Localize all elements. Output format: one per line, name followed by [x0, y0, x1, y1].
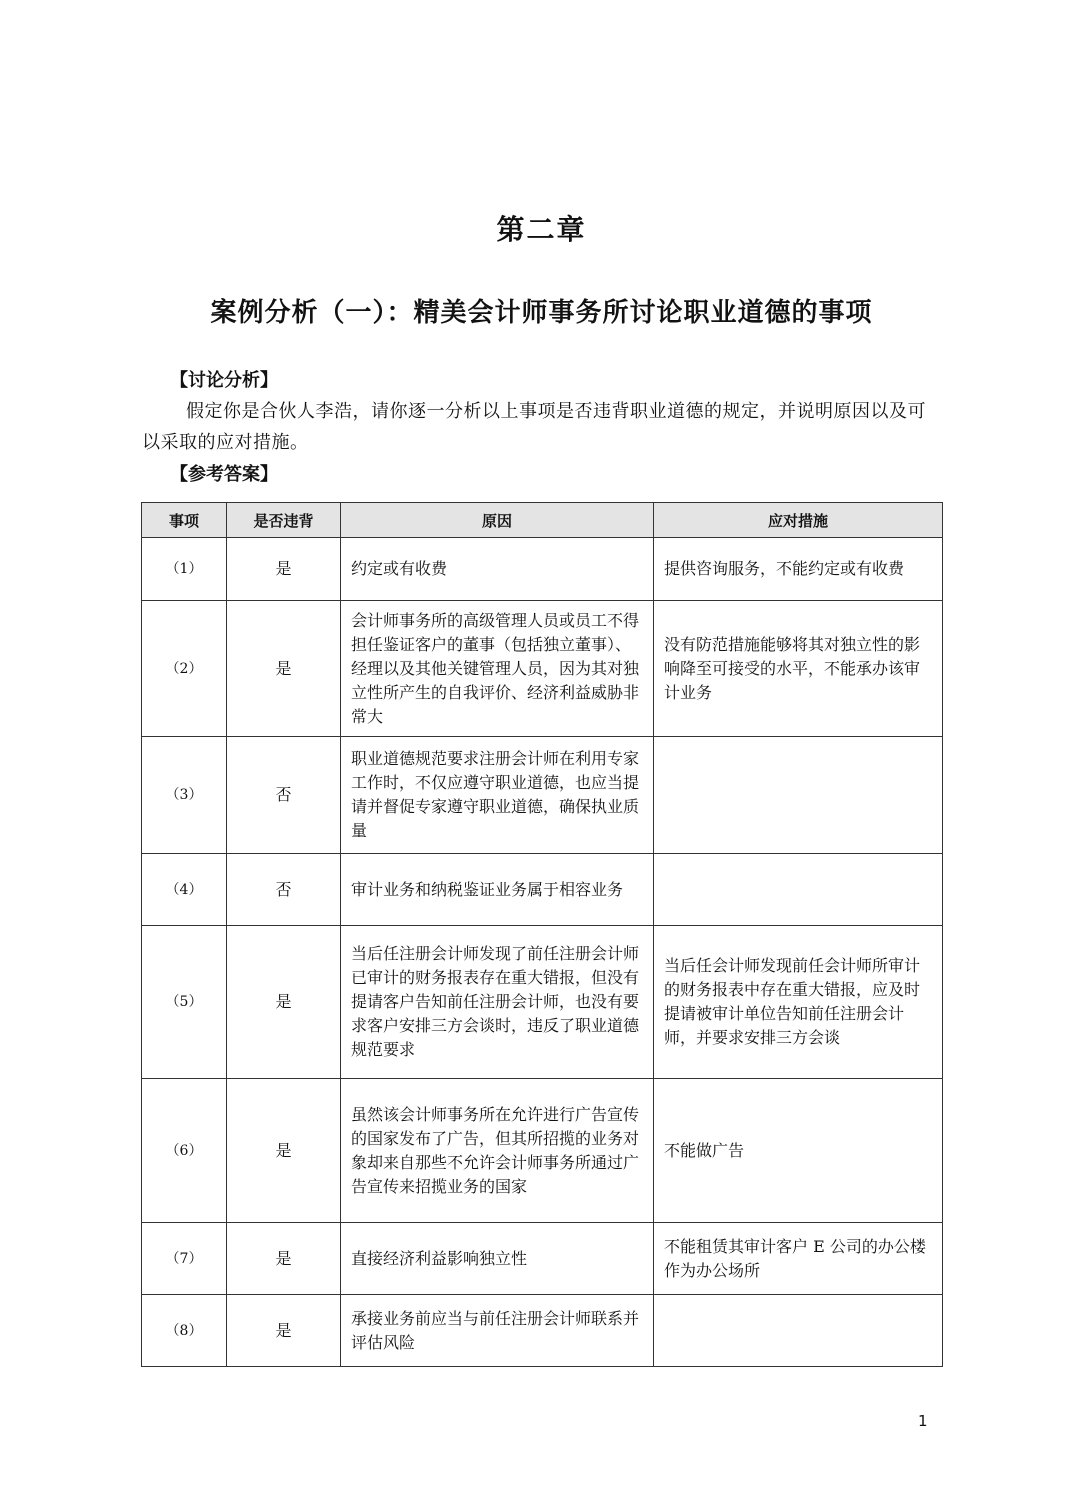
violates-cell: 是	[227, 1079, 341, 1223]
answer-table	[141, 502, 943, 1367]
table-row	[142, 737, 943, 854]
measure-cell: 没有防范措施能够将其对独立性的影响降至可接受的水平，不能承办该审计业务	[654, 601, 943, 737]
table-row	[142, 854, 943, 926]
violates-cell: 是	[227, 538, 341, 601]
table-row	[142, 926, 943, 1079]
measure-cell: 不能租赁其审计客户 E 公司的办公楼作为办公场所	[654, 1223, 943, 1295]
table-row	[142, 601, 943, 737]
violates-cell: 是	[227, 1223, 341, 1295]
table-row	[142, 1223, 943, 1295]
item-cell: （2）	[142, 601, 227, 737]
table-row	[142, 1295, 943, 1367]
reason-cell: 职业道德规范要求注册会计师在利用专家工作时，不仅应遵守职业道德，也应当提请并督促专家遵守职业道德，确保执业质量	[341, 737, 654, 854]
discussion-text: 假定你是合伙人李浩，请你逐一分析以上事项是否违背职业道德的规定，并说明原因以及可以采取的应对措施。	[142, 401, 926, 453]
item-cell: （7）	[142, 1223, 227, 1295]
reason-cell: 承接业务前应当与前任注册会计师联系并评估风险	[341, 1295, 654, 1367]
header-reason: 原因	[341, 503, 654, 538]
item-cell: （6）	[142, 1079, 227, 1223]
table-header-row	[142, 503, 943, 538]
page-number: 1	[918, 1412, 928, 1430]
measure-cell	[654, 737, 943, 854]
violates-cell: 是	[227, 926, 341, 1079]
item-cell: （1）	[142, 538, 227, 601]
measure-cell: 当后任会计师发现前任会计师所审计的财务报表中存在重大错报，应及时提请被审计单位告知前任注册会计师，并要求安排三方会谈	[654, 926, 943, 1079]
reason-cell: 约定或有收费	[341, 538, 654, 601]
item-cell: （8）	[142, 1295, 227, 1367]
header-item: 事项	[142, 503, 227, 538]
measure-cell	[654, 1295, 943, 1367]
reason-cell: 当后任注册会计师发现了前任注册会计师已审计的财务报表存在重大错报，但没有提请客户告知前任注册会计师，也没有要求客户安排三方会谈时，违反了职业道德规范要求	[341, 926, 654, 1079]
violates-cell: 否	[227, 737, 341, 854]
item-cell: （3）	[142, 737, 227, 854]
reason-cell: 直接经济利益影响独立性	[341, 1223, 654, 1295]
header-violates: 是否违背	[227, 503, 341, 538]
item-cell: （4）	[142, 854, 227, 926]
reason-cell: 会计师事务所的高级管理人员或员工不得担任鉴证客户的董事（包括独立董事）、经理以及其他关键管理人员，因为其对独立性所产生的自我评价、经济利益威胁非常大	[341, 601, 654, 737]
violates-cell: 是	[227, 601, 341, 737]
header-measure: 应对措施	[654, 503, 943, 538]
table-row	[142, 1079, 943, 1223]
measure-cell	[654, 854, 943, 926]
chapter-title: 第二章	[496, 213, 587, 246]
violates-cell: 是	[227, 1295, 341, 1367]
measure-cell: 不能做广告	[654, 1079, 943, 1223]
answer-heading: 【参考答案】	[170, 464, 278, 485]
violates-cell: 否	[227, 854, 341, 926]
discussion-heading: 【讨论分析】	[170, 370, 278, 391]
case-title: 案例分析（一）：精美会计师事务所讨论职业道德的事项	[210, 298, 873, 328]
reason-cell: 虽然该会计师事务所在允许进行广告宣传的国家发布了广告，但其所招揽的业务对象却来自那些不允许会计师事务所通过广告宣传来招揽业务的国家	[341, 1079, 654, 1223]
measure-cell: 提供咨询服务，不能约定或有收费	[654, 538, 943, 601]
reason-cell: 审计业务和纳税鉴证业务属于相容业务	[341, 854, 654, 926]
item-cell: （5）	[142, 926, 227, 1079]
table-row	[142, 538, 943, 601]
